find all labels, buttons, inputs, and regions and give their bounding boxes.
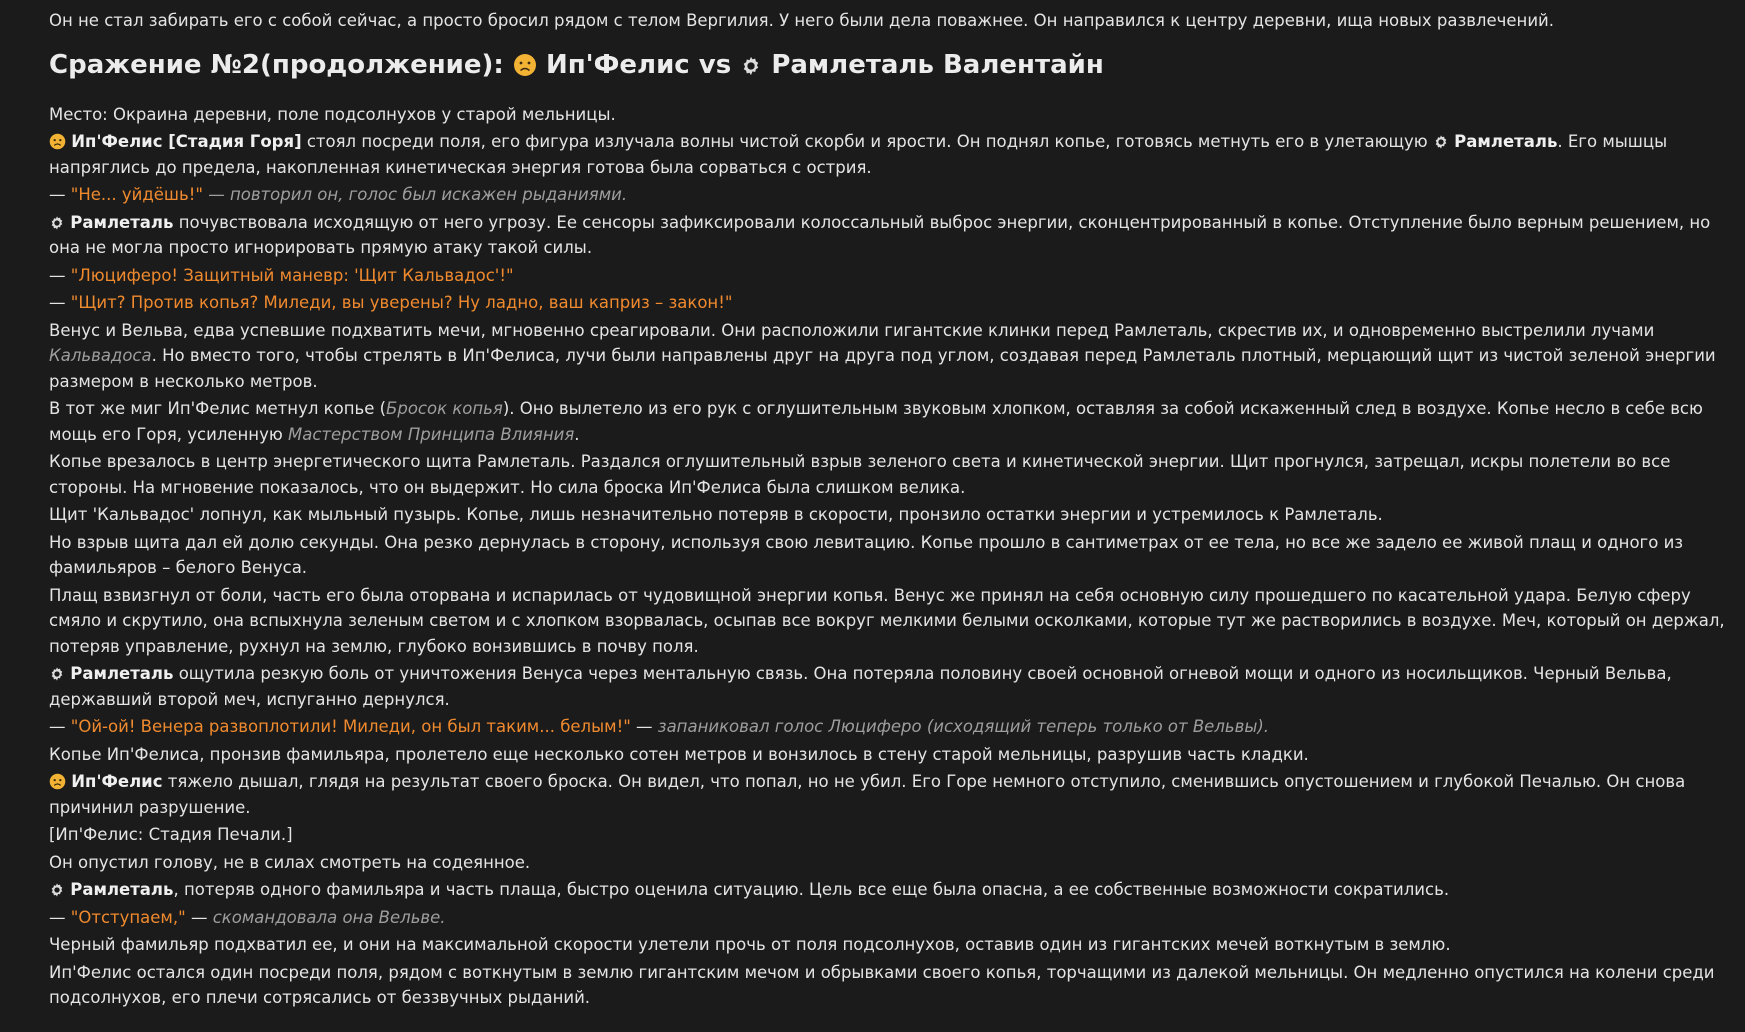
dash: — xyxy=(49,907,71,927)
intro-paragraph: Он не стал забирать его с собой сейчас, а просто бросил рядом с телом Вергилия. У него были дела поважнее. Он направился к центру деревни, ища новых развлечений. xyxy=(49,11,1555,30)
paragraph-10: Копье Ип'Фелиса, пронзив фамильяра, пролетело еще несколько сотен метров и вонзилось в стену старой мельницы, разрушив часть кладки. xyxy=(49,744,1309,764)
paragraph-13: Он опустил голову, не в силах смотреть на содеянное. xyxy=(49,852,531,872)
speech: "Не... уйдёшь!" xyxy=(70,185,203,204)
paragraph-text: В тот же миг Ип'Фелис метнул копье ( xyxy=(49,399,387,418)
gear-icon xyxy=(49,666,65,682)
paragraph-text: ). Оно вылетело из его рук с оглушительным звуковым хлопком, оставляя за собой искаженный след в воздухе. Копье несло в себе всю мощь его Горя, усиленную xyxy=(49,399,1703,444)
paragraph-4 xyxy=(49,396,1725,447)
paragraph-12: [Ип'Фелис: Стадия Печали.] xyxy=(49,825,293,844)
speech-attribution: — повторил он, голос был искажен рыданиями. xyxy=(202,185,628,204)
skill-name: Бросок копья xyxy=(386,399,503,418)
fighter-2: Рамлеталь Валентайн xyxy=(771,49,1104,80)
paragraph-text: , потеряв одного фамильяра и часть плаща, быстро оценила ситуацию. Цель все еще была опасна, а ее собственные возможности сократились. xyxy=(173,880,1450,899)
speech: "Люциферо! Защитный маневр: 'Щит Кальвадос'!" xyxy=(70,265,514,285)
gear-icon xyxy=(740,55,762,77)
place-paragraph: Место: Окраина деревни, поле подсолнухов у старой мельницы. xyxy=(49,104,616,124)
character-name: Рамлеталь xyxy=(1454,132,1558,151)
gear-icon xyxy=(49,882,65,898)
dash: — xyxy=(49,293,71,312)
speech-attribution: скомандовала она Вельве. xyxy=(212,907,446,927)
paragraph-6: Щит 'Кальвадос' лопнул, как мыльный пузырь. Копье, лишь незначительно потеряв в скорости, пронзило остатки энергии и устремилось к Рамлеталь. xyxy=(49,505,1383,524)
paragraph-text: ощутила резкую боль от уничтожения Венуса через ментальную связь. Она потеряла половину своей основной огневой мощи и одного из носильщиков. Черный Вельва, державший второй меч, испуганно дернулся. xyxy=(49,664,1672,709)
dash: — xyxy=(185,907,213,927)
paragraph-15: Черный фамильяр подхватил ее, и они на максимальной скорости улетели прочь от поля подсолнухов, оставив один из гигантских мечей воткнутым в землю. xyxy=(49,935,1451,954)
gear-icon xyxy=(1433,134,1449,150)
dialogue-line xyxy=(49,714,1725,740)
dialogue-line xyxy=(49,905,1725,931)
speech: "Ой-ой! Венера развоплотили! Миледи, он был таким... белым!" xyxy=(70,717,631,736)
paragraph-1 xyxy=(49,129,1725,180)
battle-heading xyxy=(49,48,1725,82)
dash: — xyxy=(49,265,71,285)
paragraph-2 xyxy=(49,210,1725,261)
dialogue-line xyxy=(49,182,1725,208)
paragraph-3 xyxy=(49,318,1725,395)
paragraph-7: Но взрыв щита дал ей долю секунды. Она резко дернулась в сторону, используя свою левитацию. Копье прошло в сантиметрах от ее тела, но все же задело ее живой плащ и одного из фамильяров – белого Венуса. xyxy=(49,532,1684,577)
paragraph-text: стоял посреди поля, его фигура излучала волны чистой скорби и ярости. Он поднял копье, готовясь метнуть его в улетающую xyxy=(301,132,1433,151)
character-name: Ип'Фелис [Стадия Горя] xyxy=(71,132,302,151)
speech-attribution: запаниковал голос Люциферо (исходящий теперь только от Вельвы). xyxy=(657,717,1270,736)
worried-face-icon xyxy=(49,773,66,790)
character-name: Рамлеталь xyxy=(70,664,174,683)
paragraph-16: Ип'Фелис остался один посреди поля, рядом с воткнутым в землю гигантским мечом и обрывками своего копья, торчащими из далекой мельницы. Он медленно опустился на колени среди подсолнухов, его плечи сотрясались от беззвучных рыданий. xyxy=(49,962,1715,1007)
skill-name: Мастерством Принципа Влияния xyxy=(288,424,575,444)
paragraph-5: Копье врезалось в центр энергетического щита Рамлеталь. Раздался оглушительный взрыв зеленого света и кинетической энергии. Щит прогнулся, затрещал, искры полетели во все стороны. На мгновение показалось, что он выдержит. Но сила броска Ип'Фелиса была слишком велика. xyxy=(49,452,1671,497)
paragraph-11 xyxy=(49,769,1725,820)
paragraph-text: тяжело дышал, глядя на результат своего броска. Он видел, что попал, но не убил. Его Горе немного отступило, сменившись опустошением и глубокой Печалью. Он снова причинил разрушение. xyxy=(49,772,1686,817)
character-name: Рамлеталь xyxy=(70,880,174,899)
speech: "Щит? Против копья? Миледи, вы уверены? Ну ладно, ваш каприз – закон!" xyxy=(70,293,733,312)
dash: — xyxy=(49,717,71,736)
gear-icon xyxy=(49,215,65,231)
character-name: Ип'Фелис xyxy=(71,772,163,791)
paragraph-text: . Его мышцы напряглись до предела, накопленная кинетическая энергия готова была сорваться с острия. xyxy=(49,132,1668,177)
speech: "Отступаем," xyxy=(70,907,186,927)
dash: — xyxy=(630,717,658,736)
character-name: Рамлеталь xyxy=(70,212,174,232)
dash: — xyxy=(49,185,71,204)
dialogue-line xyxy=(49,290,1725,316)
paragraph-text: . xyxy=(574,424,580,444)
paragraph-14 xyxy=(49,877,1725,903)
fighter-1: Ип'Фелис vs xyxy=(545,49,732,80)
worried-face-icon xyxy=(49,133,66,150)
paragraph-9 xyxy=(49,661,1725,712)
paragraph-8: Плащ взвизгнул от боли, часть его была оторвана и испарилась от чудовищной энергии копья. Венус же принял на себя основную силу прошедшего по касательной удара. Белую сферу смяло и скрутило, она вспыхнула зеленым светом и с хлопком взорвалась, осыпав все вокруг мелкими белыми осколками, которые тут же растворились в воздухе. Меч, который он держал, потеряв управление, рухнул на землю, глубоко вонзившись в почву поля. xyxy=(49,585,1725,656)
paragraph-text: почувствовала исходящую от него угрозу. Ее сенсоры зафиксировали колоссальный выброс энергии, сконцентрированный в копье. Отступление было верным решением, но она не могла просто игнорировать прямую атаку такой силы. xyxy=(49,212,1711,257)
skill-name: Кальвадоса xyxy=(49,346,152,365)
paragraph-text: . Но вместо того, чтобы стрелять в Ип'Фелиса, лучи были направлены друг на друга под углом, создавая перед Рамлеталь плотный, мерцающий щит из чистой зеленой энергии размером в несколько метров. xyxy=(49,346,1716,391)
paragraph-text: Венус и Вельва, едва успевшие подхватить мечи, мгновенно среагировали. Они расположили гигантские клинки перед Рамлеталь, скрестив их, и одновременно выстрелили лучами xyxy=(49,320,1655,340)
worried-face-icon xyxy=(513,53,537,77)
dialogue-line xyxy=(49,263,1725,289)
heading-prefix: Сражение №2(продолжение): xyxy=(49,49,504,80)
